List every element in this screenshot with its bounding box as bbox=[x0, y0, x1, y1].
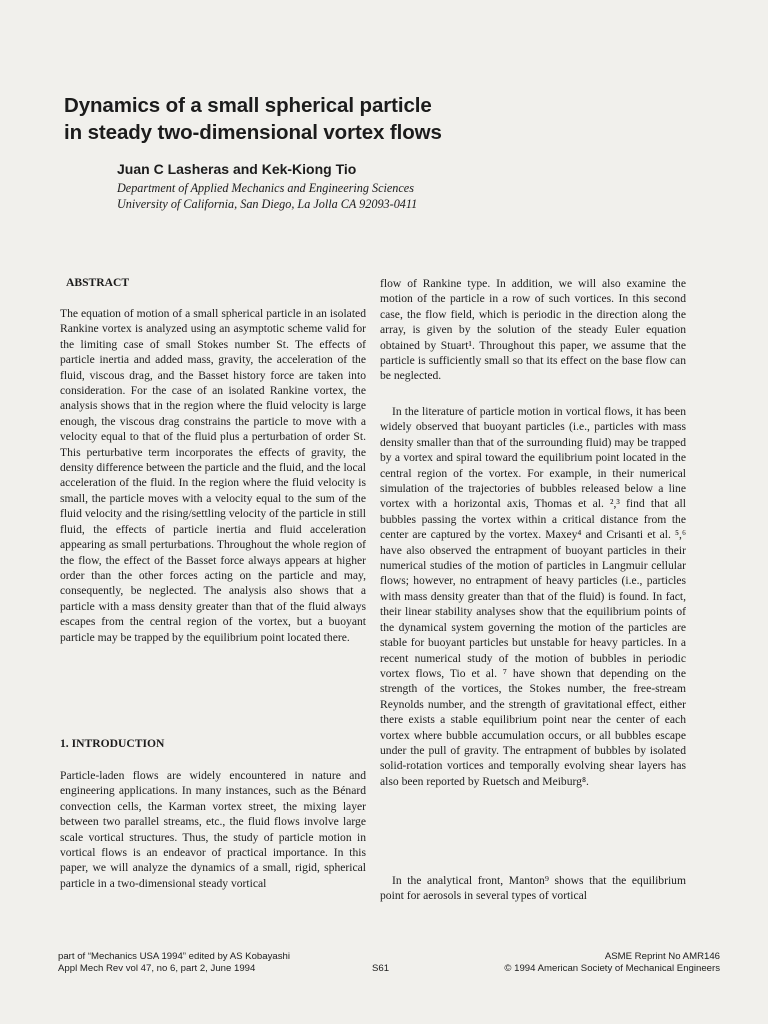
footer-right-line-2: © 1994 American Society of Mechanical Engineers bbox=[504, 963, 720, 974]
right-paragraph-3 bbox=[380, 873, 686, 904]
introduction-heading: 1. INTRODUCTION bbox=[60, 737, 165, 750]
abstract-body bbox=[60, 306, 366, 645]
affiliation bbox=[117, 181, 417, 212]
footer-left bbox=[58, 951, 290, 975]
right-paragraph-1-text: flow of Rankine type. In addition, we will also examine the motion of the particle in a row of such vortices. In this second case, the flow field, which is periodic in the direction along the array, is given by the solution of the steady Euler equation obtained by Stuart¹. Throughout this paper, we assume that the particle is sufficiently small so that its effect on the base flow can be neglected. bbox=[380, 277, 686, 383]
title-line-2: in steady two-dimensional vortex flows bbox=[64, 121, 442, 144]
footer-right-line-1: ASME Reprint No AMR146 bbox=[604, 951, 720, 962]
footer-left-line-1: part of “Mechanics USA 1994” edited by AS Kobayashi bbox=[58, 951, 290, 962]
footer-right bbox=[504, 951, 720, 975]
right-paragraph-1 bbox=[380, 276, 686, 384]
abstract-text: The equation of motion of a small spherical particle in an isolated Rankine vortex is analyzed using an asymptotic scheme valid for the limiting case of small Stokes number St. The effects of particle inertia and added mass, gravity, the acceleration of the fluid, viscous drag, and the Basset history force are taken into consideration. For the case of an isolated Rankine vortex, the analysis shows that in the region where the fluid velocity is large enough, the viscous drag constrains the particle to move with a velocity equal to that of the fluid plus a perturbation of order St. This perturbative term incorporates the effects of gravity, the density difference between the particle and the fluid, and the local acceleration of the fluid. In the region where the fluid velocity is small, the particle moves with a velocity equal to the sum of the fluid velocity and the rising/settling velocity of the particle in still fluid, the effects of particle inertia and fluid acceleration appearing as small perturbations. Throughout the whole region of the flow, the effect of the Basset force always appears at higher order than the other forces acting on the particle and may, consequently, be neglected. The analysis also shows that a particle with a mass density greater than that of the fluid always escapes from the central region of the vortex, but a buoyant particle may be trapped by the equilibrium point located there. bbox=[60, 307, 366, 644]
right-paragraph-3-text: In the analytical front, Manton⁹ shows that the equilibrium point for aerosols in several types of vortical bbox=[380, 874, 686, 903]
authors: Juan C Lasheras and Kek-Kiong Tio bbox=[117, 161, 357, 177]
introduction-text: Particle-laden flows are widely encountered in nature and engineering applications. In many instances, such as the Bénard convection cells, the Karman vortex street, the mixing layer between two parallel streams, etc., the fluid flows involve large scale vortical structures. Thus, the study of particle motion in vortical flows is an endeavor of practical importance. In this paper, we will analyze the dynamics of a small, rigid, spherical particle in a two-dimensional steady vortical bbox=[60, 769, 366, 890]
paper-title bbox=[64, 92, 704, 146]
page-number: S61 bbox=[372, 963, 390, 974]
right-paragraph-2-text: In the literature of particle motion in vortical flows, it has been widely observed that buoyant particles (i.e., particles with mass density smaller than that of the surrounding fluid) may be trapped by a vortex and spiral toward the equilibrium point located in the central region of the vortex. For example, in their numerical simulation of the trajectories of bubbles released below a line vortex with a horizontal axis, Thomas et al. ²,³ find that all bubbles passing the vortex within a critical distance from the center are captured by the vortex. Maxey⁴ and Crisanti et al. ⁵,⁶ have also observed the entrapment of buoyant particles in their numerical studies of the motion of particles in Langmuir cellular flows; however, no entrapment of heavy particles (i.e., particles with mass density greater than that of the fluid) is found. In fact, their linear stability analyses show that the equilibrium points of the dynamical system governing the motion of the particles are stable for buoyant particles but unstable for heavy particles. In a recent numerical study of the motion of bubbles in periodic vortex flows, Tio et al. ⁷ have shown that depending on the strength of the vortices, the Stokes number, the free-stream Reynolds number, and the strength of gravitational effect, either there exists a stable equilibrium point near the center of each vortex where bubble accumulation occurs, or all bubbles escape under the pull of gravity. The entrapment of bubbles by isolated solid-rotation vortices and temporally evolving shear layers has also been reported by Ruetsch and Meiburg⁸. bbox=[380, 405, 686, 788]
right-paragraph-2 bbox=[380, 404, 686, 789]
footer-left-line-2: Appl Mech Rev vol 47, no 6, part 2, June 1994 bbox=[58, 963, 256, 974]
title-line-1: Dynamics of a small spherical particle bbox=[64, 94, 432, 117]
affiliation-line-1: Department of Applied Mechanics and Engineering Sciences bbox=[117, 181, 414, 195]
introduction-body bbox=[60, 768, 366, 891]
affiliation-line-2: University of California, San Diego, La Jolla CA 92093-0411 bbox=[117, 196, 418, 211]
abstract-heading: ABSTRACT bbox=[66, 276, 130, 289]
